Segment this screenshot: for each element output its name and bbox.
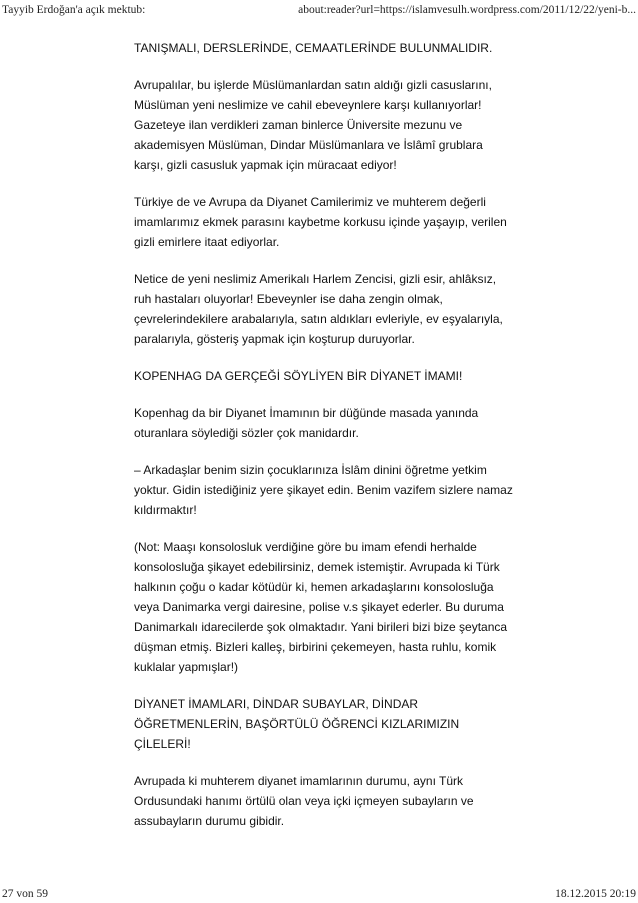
- article-paragraph: Kopenhag da bir Diyanet İmamının bir düğünde masada yanında oturanlara söylediği sözler çok manidardır.: [134, 406, 479, 440]
- article-paragraph: TANIŞMALI, DERSLERİNDE, CEMAATLERİNDE BULUNMALIDIR.: [134, 41, 493, 55]
- article-paragraph: – Arkadaşlar benim sizin çocuklarınıza İslâm dinini öğretme yetkim yoktur. Gidin istediğiniz yere şikayet edin. Benim vazifem sizlere namaz kıldırmaktır!: [134, 463, 513, 517]
- page-number: 27 von 59: [2, 888, 48, 900]
- print-header-title: Tayyib Erdoğan'a açık mektub:: [2, 4, 146, 16]
- print-footer: [2, 887, 636, 901]
- article-paragraph: Türkiye de ve Avrupa da Diyanet Camilerimiz ve muhterem değerli imamlarımız ekmek parasını kaybetme korkusu içinde yaşayıp, verilen gizli emirlere itaat ediyorlar.: [134, 195, 507, 249]
- article-paragraph: Netice de yeni neslimiz Amerikalı Harlem Zencisi, gizli esir, ahlâksız, ruh hastaları oluyorlar! Ebeveynler ise daha zengin olmak, çevrelerindekilere arabalarıyla, satın aldıkları evleriyle, ev eşyalarıyla, paralarıyla, gösteriş yapmak için koşturup duruyorlar.: [134, 272, 503, 346]
- article-paragraph: Avrupalılar, bu işlerde Müslümanlardan satın aldığı gizli casuslarını, Müslüman yeni neslimize ve cahil ebeveynlere karşı kullanıyorlar! Gazeteye ilan verdikleri zaman binlerce Üniversite mezunu ve akademisyen Müslüman, Dindar Müslümanlara ve İslâmî grublara karşı, gizli casusluk yapmak için müracaat ediyor!: [134, 78, 492, 172]
- print-header: [2, 3, 636, 17]
- article-paragraph: (Not: Maaşı konsolosluk verdiğine göre bu imam efendi herhalde konsolosluğa şikayet edebilirsiniz, demek istemiştir. Avrupada ki Türk halkının çoğu o kadar kötüdür ki, hemen arkadaşlarını konsolosluğa veya Danimarka vergi dairesine, polise v.s şikayet ederler. Bu duruma Danimarkalı idarecilerde şok olmaktadır. Yani birileri bizi bize şeytanca düşman etmiş. Bizleri kalleş, birbirini çekemeyen, hasta ruhlu, komik kuklalar yapmışlar!): [134, 540, 508, 674]
- article-paragraph: Avrupada ki muhterem diyanet imamlarının durumu, aynı Türk Ordusundaki hanımı örtülü olan veya içki içmeyen subayların ve assubayların durumu gibidir.: [134, 774, 474, 828]
- print-header-url: about:reader?url=https://islamvesulh.wordpress.com/2011/12/22/yeni-b...: [298, 4, 636, 16]
- article-heading: DİYANET İMAMLARI, DİNDAR SUBAYLAR, DİNDAR ÖĞRETMENLERİN, BAŞÖRTÜLÜ ÖĞRENCİ KIZLARIMIZIN ÇİLELERİ!: [134, 697, 460, 751]
- article-body: [134, 38, 514, 848]
- print-timestamp: 18.12.2015 20:19: [555, 888, 636, 900]
- article-heading: KOPENHAG DA GERÇEĞİ SÖYLİYEN BİR DİYANET İMAMI!: [134, 369, 463, 383]
